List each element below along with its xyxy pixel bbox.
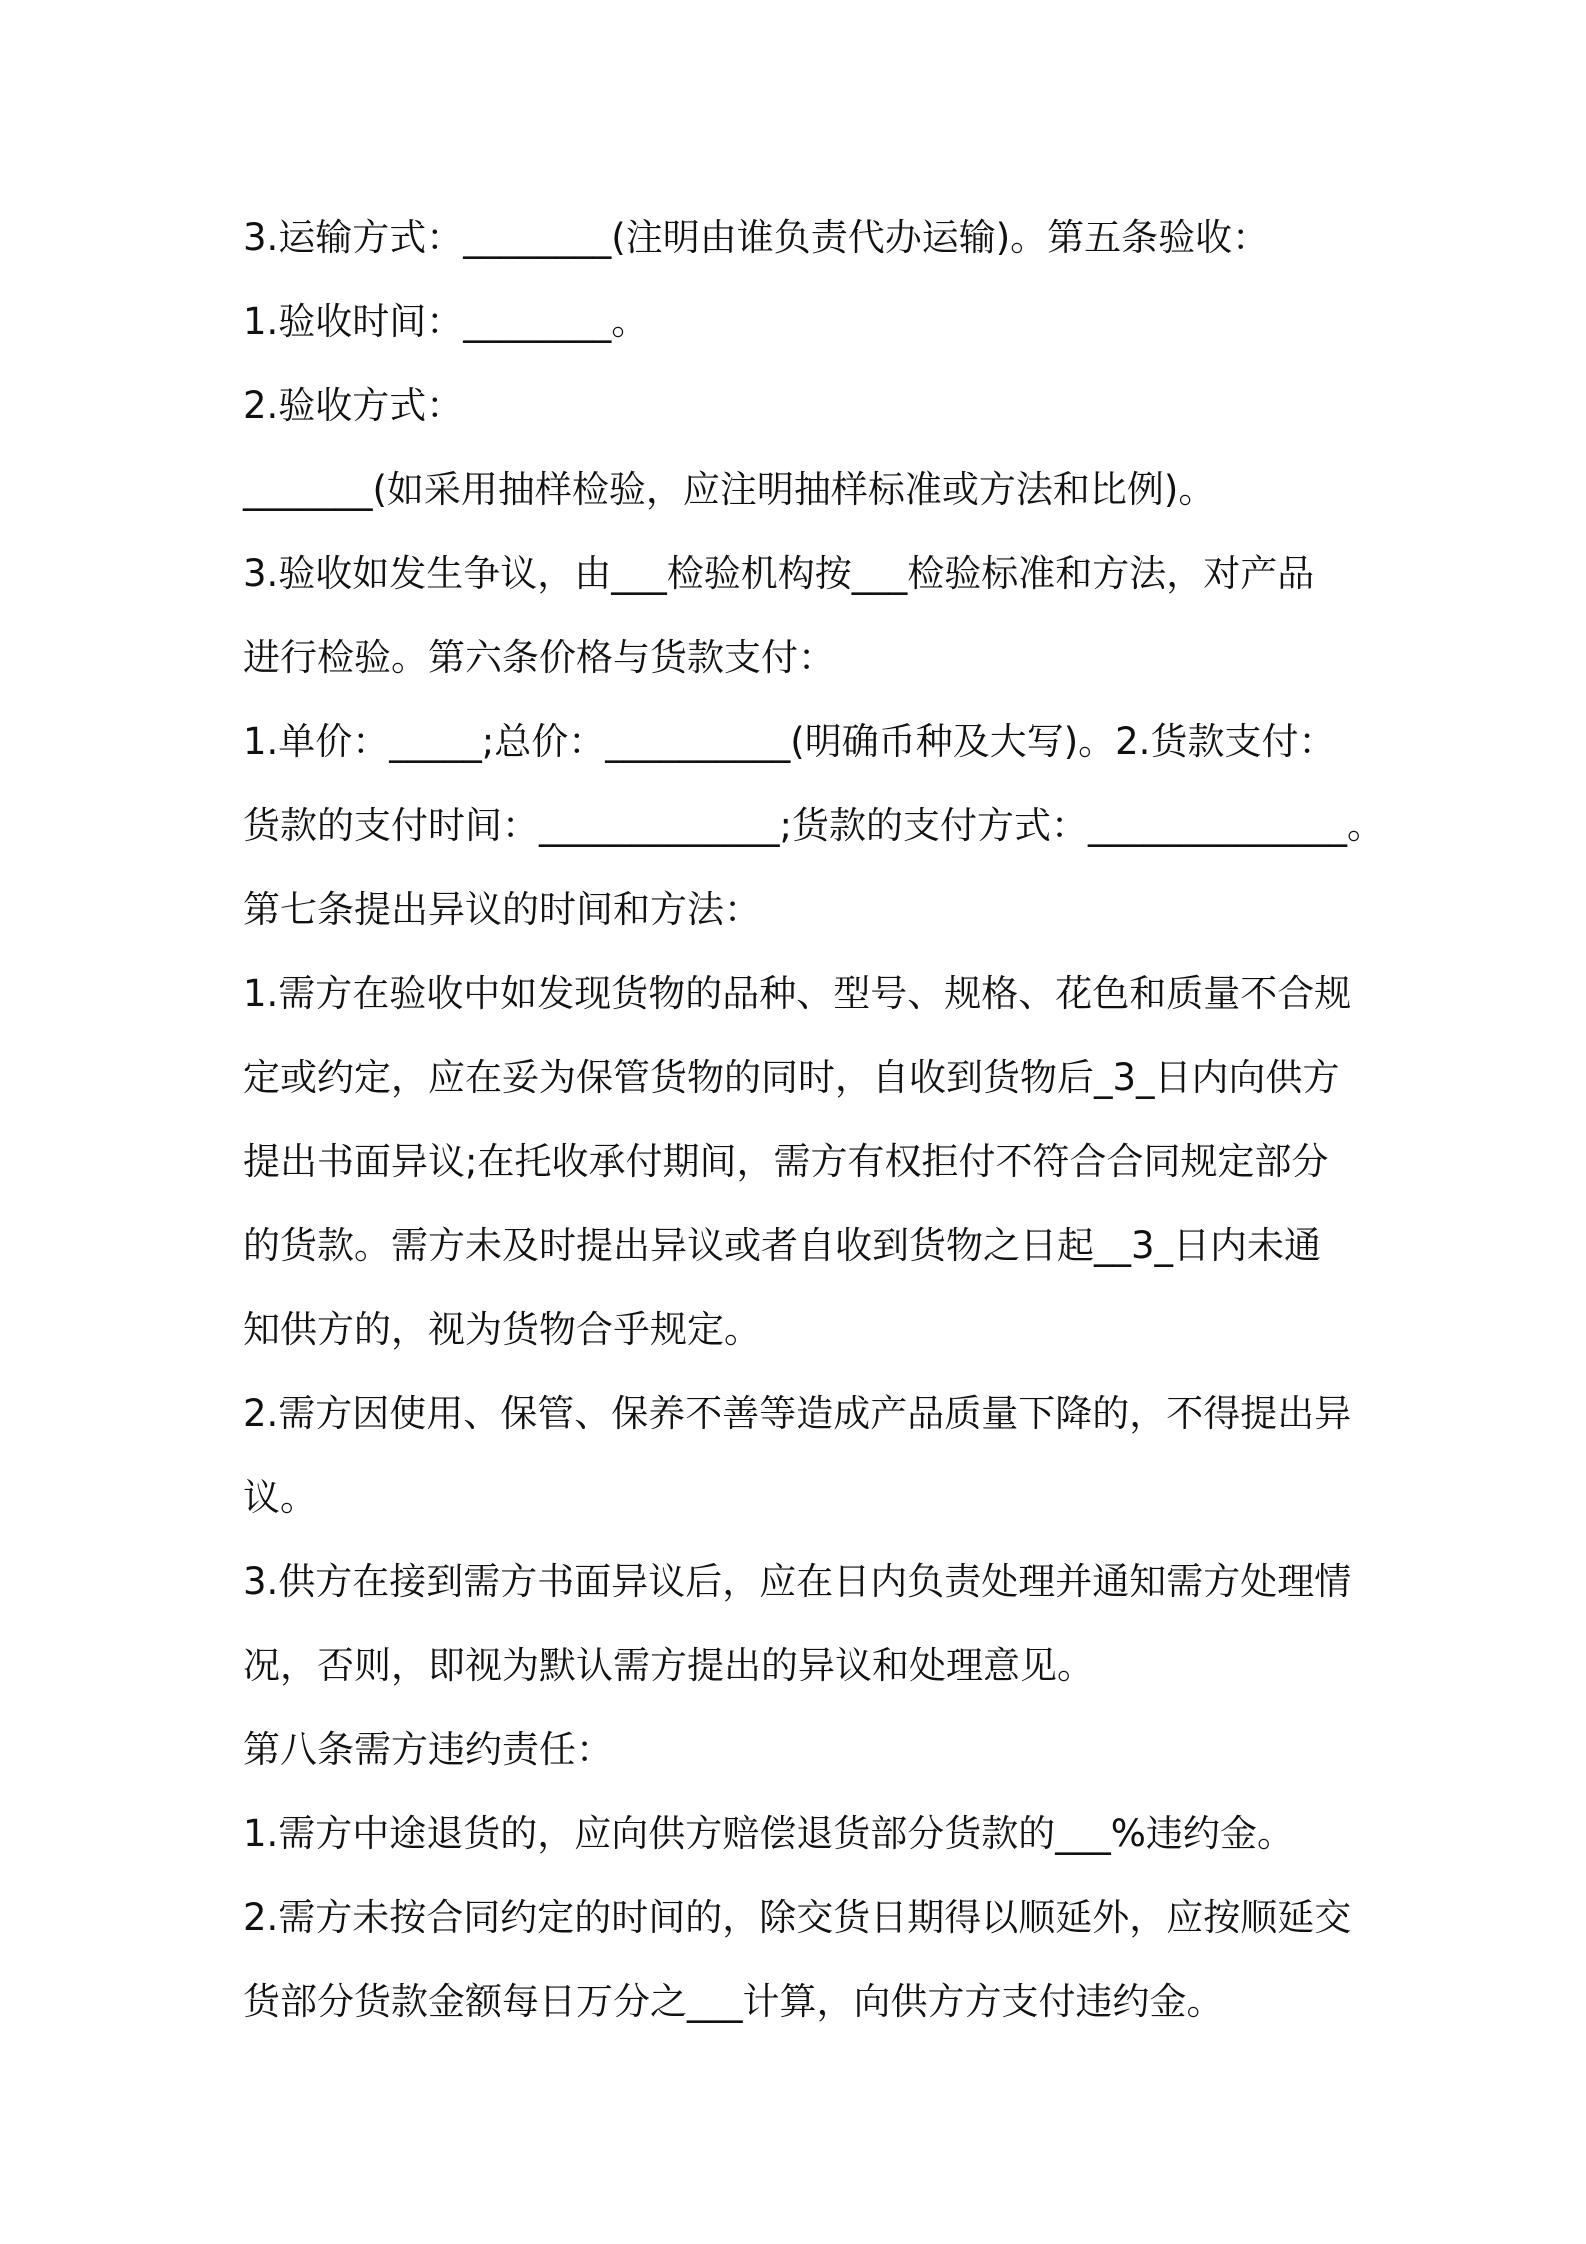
text-line: 3.供方在接到需方书面异议后，应在日内负责处理并通知需方处理情 (243, 1560, 1352, 1603)
text-line: _______(如采用抽样检验，应注明抽样标准或方法和比例)。 (243, 468, 1216, 511)
text-line: 况，否则，即视为默认需方提出的异议和处理意见。 (243, 1644, 1094, 1687)
text-line: 3.运输方式：________(注明由谁负责代办运输)。第五条验收： (243, 216, 1270, 259)
text-line: 货部分货款金额每日万分之___计算，向供方方支付违约金。 (243, 1980, 1224, 2023)
document-body (243, 196, 1384, 2044)
text-line: 2.验收方式： (243, 384, 464, 427)
text-line: 第八条需方违约责任： (243, 1728, 613, 1771)
text-line: 1.验收时间：________。 (243, 300, 649, 343)
text-line: 定或约定，应在妥为保管货物的同时，自收到货物后_3_日内向供方 (243, 1056, 1340, 1099)
text-line: 货款的支付时间：_____________;货款的支付方式：______________。 (243, 804, 1384, 847)
text-line: 2.需方未按合同约定的时间的，除交货日期得以顺延外，应按顺延交 (243, 1896, 1352, 1939)
text-line: 提出书面异议;在托收承付期间，需方有权拒付不符合合同规定部分 (243, 1140, 1329, 1183)
text-line: 的货款。需方未及时提出异议或者自收到货物之日起__3_日内未通 (243, 1224, 1322, 1267)
text-line: 议。 (243, 1476, 317, 1519)
text-line: 1.需方中途退货的，应向供方赔偿退货部分货款的___%违约金。 (243, 1812, 1294, 1855)
text-line: 2.需方因使用、保管、保养不善等造成产品质量下降的，不得提出异 (243, 1392, 1352, 1435)
text-line: 知供方的，视为货物合乎规定。 (243, 1308, 761, 1351)
text-line: 进行检验。第六条价格与货款支付： (243, 636, 835, 679)
text-line: 1.需方在验收中如发现货物的品种、型号、规格、花色和质量不合规 (243, 972, 1352, 1015)
text-line: 第七条提出异议的时间和方法： (243, 888, 761, 931)
text-line: 3.验收如发生争议，由___检验机构按___检验标准和方法，对产品 (243, 552, 1315, 595)
text-line: 1.单价：_____;总价：__________(明确币种及大写)。2.货款支付： (243, 720, 1336, 763)
